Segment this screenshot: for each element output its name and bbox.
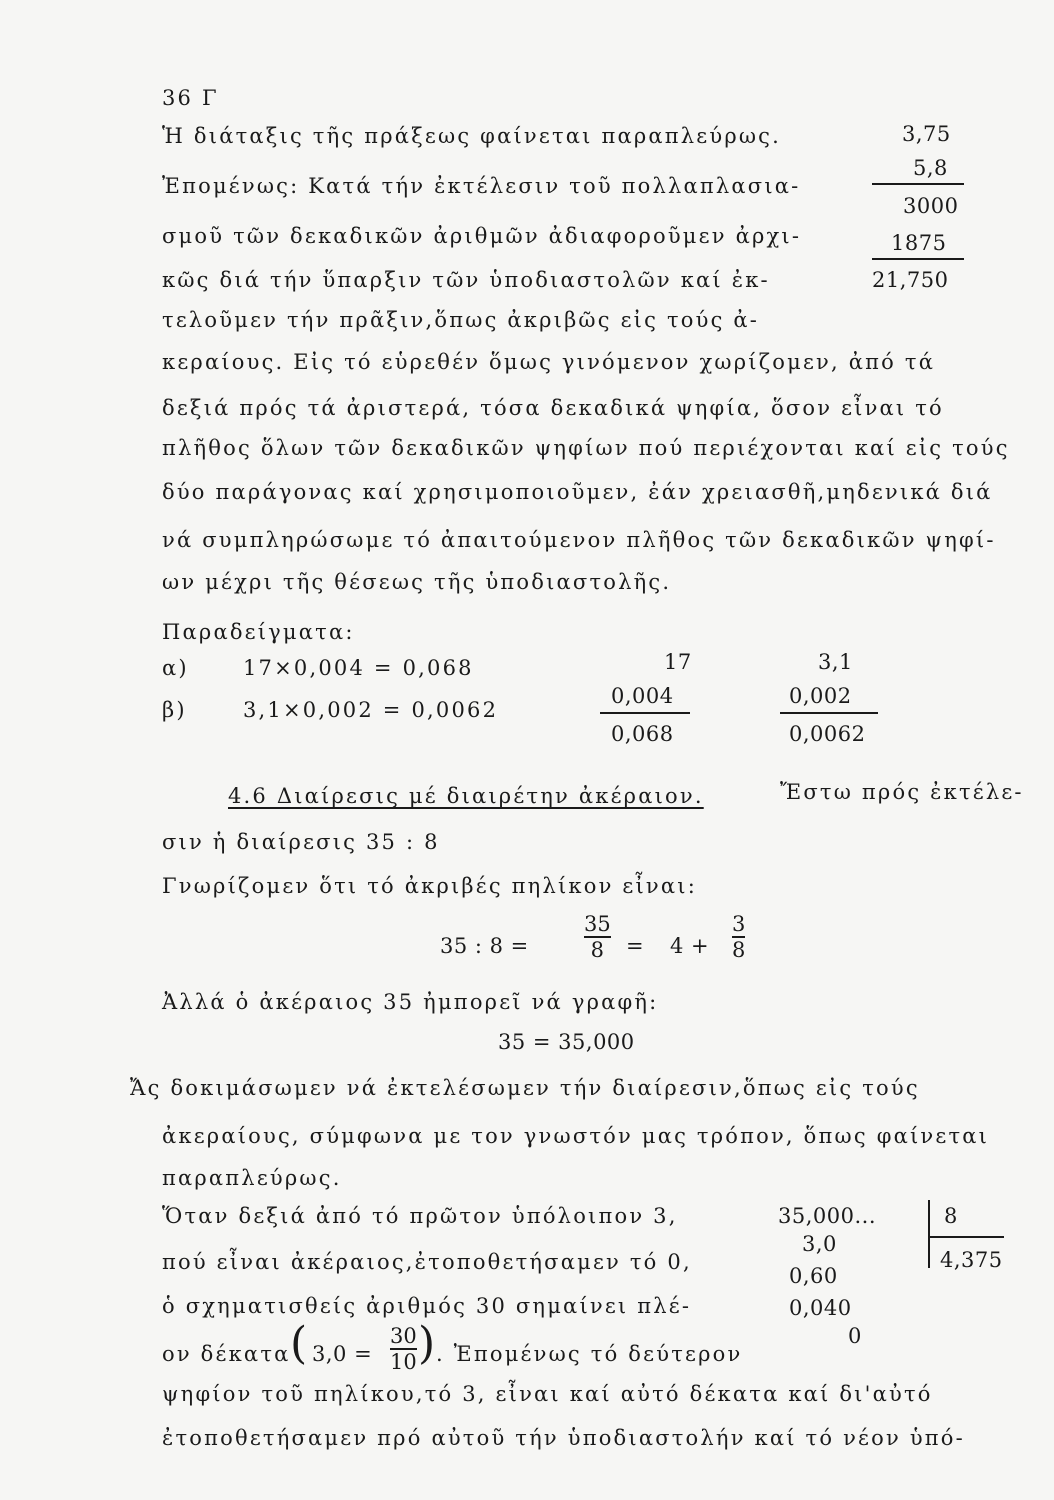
example-col1-result: 0,068 [611,722,674,746]
fraction-denominator: 10 [390,1349,417,1374]
example-col2-mid: 0,002 [789,684,852,708]
section-title: 4.6 Διαίρεσις μέ διαιρέτην ἀκέραιον. [228,784,704,808]
text-line: Ἄς δοκιμάσωμεν νά ἐκτελέσωμεν τήν διαίρεσιν,ὅπως εἰς τούς [130,1076,920,1100]
page-number: 36 Γ [162,86,219,110]
text-line: ψηφίον τοῦ πηλίκου,τό 3, εἶναι καί αὐτό δέκατα καί δι'αὐτό [162,1382,933,1406]
rule [600,712,690,714]
division-dividend: 35,000... [778,1204,877,1228]
fraction-numerator: 30 [390,1324,417,1348]
equation-whole: 4 + [670,934,710,958]
text-line: τελοῦμεν τήν πρᾶξιν,ὅπως ἀκριβῶς εἰς τούς ἀ- [162,308,760,332]
text-line: σμοῦ τῶν δεκαδικῶν ἀριθμῶν ἀδιαφοροῦμεν ἀρχι- [162,224,802,248]
example-expression: 17×0,004 = 0,068 [243,656,474,680]
text-line: δύο παράγονας καί χρησιμοποιοῦμεν, ἐάν χρειασθῆ,μηδενικά διά [162,480,993,504]
text-line: Ἐπομένως: Κατά τήν ἐκτέλεσιν τοῦ πολλαπλασια- [162,174,801,198]
division-remainder-3: 0,040 [789,1296,852,1320]
equals-sign: = [626,934,645,958]
text-line: κεραίους. Εἰς τό εὑρεθέν ὅμως γινόμενον χωρίζομεν, ἀπό τά [162,350,936,374]
fraction-denominator: 8 [732,937,746,962]
text-line: . Ἐπομένως τό δεύτερον [436,1342,743,1366]
fraction-numerator: 35 [584,912,611,936]
text-line: Ἀλλά ὁ ἀκέραιος 35 ἠμπορεῖ νά γραφῆ: [162,990,659,1014]
division-remainder-4: 0 [848,1324,862,1348]
example-col1-top: 17 [664,650,692,674]
inline-equation: 3,0 = [312,1342,373,1366]
example-col2-top: 3,1 [818,650,853,674]
rule [872,258,964,260]
examples-heading: Παραδείγματα: [162,620,355,644]
rule [872,183,964,185]
example-label: α) [162,656,189,680]
text-line: ον δέκατα [162,1342,291,1366]
example-col1-mid: 0,004 [611,684,674,708]
text-line: ἐτοποθετήσαμεν πρό αὐτοῦ τήν ὑποδιαστολήν καί τό νέον ὑπό- [162,1426,965,1450]
text-line: παραπλεύρως. [162,1166,342,1190]
mult-partial-1: 3000 [903,194,959,218]
fraction [584,912,611,962]
fraction-numerator: 3 [732,912,746,936]
division-divisor: 8 [944,1204,958,1228]
mult-factor-a: 3,75 [902,122,951,146]
text-line: Ἡ διάταξις τῆς πράξεως φαίνεται παραπλεύρως. [162,124,782,148]
example-label: β) [162,698,187,722]
fraction [390,1324,417,1374]
mult-partial-2: 1875 [891,231,947,255]
text-line: Ἔστω πρός ἐκτέλε- [780,780,1024,804]
text-line: νά συμπληρώσωμε τό ἀπαιτούμενον πλῆθος τῶν δεκαδικῶν ψηφί- [162,528,996,552]
division-bracket-vertical [928,1200,930,1268]
division-remainder-1: 3,0 [802,1232,837,1256]
rule [780,712,878,714]
text-line: Ὅταν δεξιά ἀπό τό πρῶτον ὑπόλοιπον 3, [162,1204,678,1228]
mult-result: 21,750 [872,268,949,292]
example-col2-result: 0,0062 [789,722,866,746]
text-line: ων μέχρι τῆς θέσεως τῆς ὑποδιαστολῆς. [162,570,672,594]
text-line: πλῆθος ὅλων τῶν δεκαδικῶν ψηφίων πού περιέχονται καί εἰς τούς [162,436,1010,460]
text-line: ἀκεραίους, σύμφωνα με τον γνωστόν μας τρόπον, ὅπως φαίνεται [162,1124,990,1148]
text-line: δεξιά πρός τά ἀριστερά, τόσα δεκαδικά ψηφία, ὅσον εἶναι τό [162,396,944,420]
text-line: κῶς διά τήν ὕπαρξιν τῶν ὑποδιαστολῶν καί ἐκ- [162,268,770,292]
fraction-denominator: 8 [590,937,605,962]
example-expression: 3,1×0,002 = 0,0062 [243,698,499,722]
text-line: σιν ἡ διαίρεσις 35 : 8 [162,830,440,854]
close-parenthesis: ) [418,1318,436,1369]
text-line: ὁ σχηματισθείς ἀριθμός 30 σημαίνει πλέ- [162,1294,692,1318]
division-quotient: 4,375 [940,1248,1003,1272]
equation-lhs: 35 : 8 = [440,934,529,958]
division-remainder-2: 0,60 [789,1264,838,1288]
text-line: πού εἶναι ἀκέραιος,ἐτοποθετήσαμεν τό 0, [162,1250,692,1274]
open-parenthesis: ( [290,1318,308,1369]
text-line: Γνωρίζομεν ὅτι τό ἀκριβές πηλίκον εἶναι: [162,874,697,898]
mult-factor-b: 5,8 [913,156,948,180]
equation: 35 = 35,000 [498,1030,635,1054]
fraction [732,912,745,962]
division-bracket-horizontal [928,1236,1004,1238]
